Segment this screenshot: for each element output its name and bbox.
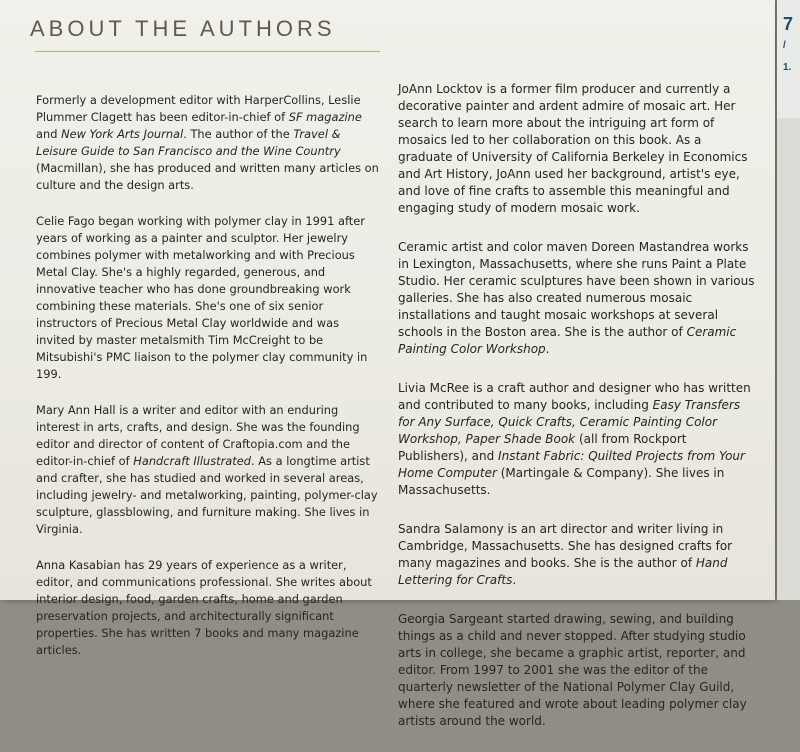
author-bio-doreen-mastandrea: [398, 239, 756, 358]
adjacent-book-fragment: 7: [783, 14, 794, 34]
italic-title-text: Ceramic Painting Color Workshop: [398, 325, 737, 356]
bio-text: .: [512, 573, 517, 587]
author-bio-sandra-salamony: [398, 521, 756, 589]
italic-title-text: New York Arts Journal: [61, 127, 184, 141]
bio-text: Celie Fago began working with polymer clay in 1991 after years of working as a painter and sculptor. Her jewelry combines polymer with metalworking and with Precious Metal Clay. She's a highly regarded, generous, and innovative teacher who has done groundbreaking work combining these materials. She's one of six senior instructors of Precious Metal Clay worldwide and was invited by master metalsmith Tim McCreight to be Mitsubishi's PMC liaison to the polymer clay community in 199.: [36, 214, 368, 381]
title-underline: [35, 51, 380, 52]
bio-text: Georgia Sargeant started drawing, sewing, and building things as a child and never stopped. After studying studio arts in college, she became a graphic artist, reporter, and editor. From 1997 to 2001 she was the editor of the quarterly newsletter of the National Polymer Clay Guild, where she featured and wrote about leading polymer clay artists around the world.: [398, 612, 747, 728]
bio-text: Formerly a development editor with HarperCollins, Leslie Plummer Clagett has been editor-in-chief of: [36, 93, 361, 124]
bio-text: and: [36, 127, 62, 141]
italic-title-text: SF magazine: [288, 110, 362, 124]
bio-text: . As a longtime artist and crafter, she has studied and worked in several areas, including jewelry- and metalworking, painting, polymer-clay sculpture, glassblowing, and furniture making. She lives in Virginia.: [36, 454, 378, 536]
bio-text: Mary Ann Hall is a writer and editor with an enduring interest in arts, crafts, and design. She was the founding editor and director of content of Craftopia.com and the editor-in-chief of: [36, 403, 360, 468]
bio-text: (Macmillan), she has produced and written many articles on culture and the design arts.: [36, 161, 379, 192]
author-bio-celie-fago: [36, 213, 380, 383]
italic-title-text: Travel & Leisure Guide to San Francisco and the Wine Country: [36, 127, 341, 158]
left-column: [36, 92, 380, 678]
italic-title-text: Easy Transfers for Any Surface, Quick Crafts, Ceramic Painting Color Workshop, Paper Shade Book: [398, 398, 741, 446]
adjacent-book-fragment: 1.: [783, 62, 792, 73]
bio-text: Livia McRee is a craft author and designer who has written and contributed to many books, including: [398, 381, 751, 412]
bio-text: JoAnn Locktov is a former film producer and currently a decorative painter and ardent admire of mosaic art. Her search to learn more about the intriguing art form of mosaics led to her collaboration on this book. As a graduate of University of California Berkeley in Economics and Art History, JoAnn used her background, artist's eye, and love of fine crafts to assemble this meaningful and engaging study of modern mosaic work.: [398, 82, 748, 215]
italic-title-text: Hand Lettering for Crafts: [398, 556, 728, 587]
right-column: [398, 81, 756, 752]
author-bio-joann-locktov: [398, 81, 756, 217]
bio-text: Sandra Salamony is an art director and writer living in Cambridge, Massachusetts. She has designed crafts for many magazines and books. She is the author of: [398, 522, 733, 570]
bio-text: .: [545, 342, 550, 356]
bio-text: (Martingale & Company). She lives in Massachusetts.: [398, 466, 725, 497]
author-bio-anna-kasabian: [36, 557, 380, 659]
author-bio-georgia-sargeant: [398, 611, 756, 730]
italic-title-text: Instant Fabric: Quilted Projects from Your Home Computer: [398, 449, 745, 480]
bio-text: (all from Rockport Publishers), and: [398, 432, 687, 463]
adjacent-book-fragment: /: [783, 40, 786, 51]
author-bio-leslie-plummer-clagett: [36, 92, 380, 194]
page-title: ABOUT THE AUTHORS: [30, 16, 336, 41]
adjacent-book-edge: [777, 0, 800, 600]
author-bio-livia-mcree: [398, 380, 756, 499]
bio-text: Anna Kasabian has 29 years of experience as a writer, editor, and communications professional. She writes about interior design, food, garden crafts, home and garden preservation projects, and architecturally significant properties. She has written 7 books and many magazine articles.: [36, 558, 372, 657]
author-bio-mary-ann-hall: [36, 402, 380, 538]
bio-text: Ceramic artist and color maven Doreen Mastandrea works in Lexington, Massachusetts, where she runs Paint a Plate Studio. Her ceramic sculptures have been shown in various galleries. She has also created numerous mosaic installations and taught mosaic workshops at several schools in the Boston area. She is the author of: [398, 240, 755, 339]
italic-title-text: Handcraft Illustrated: [133, 454, 251, 468]
bio-text: . The author of the: [183, 127, 294, 141]
